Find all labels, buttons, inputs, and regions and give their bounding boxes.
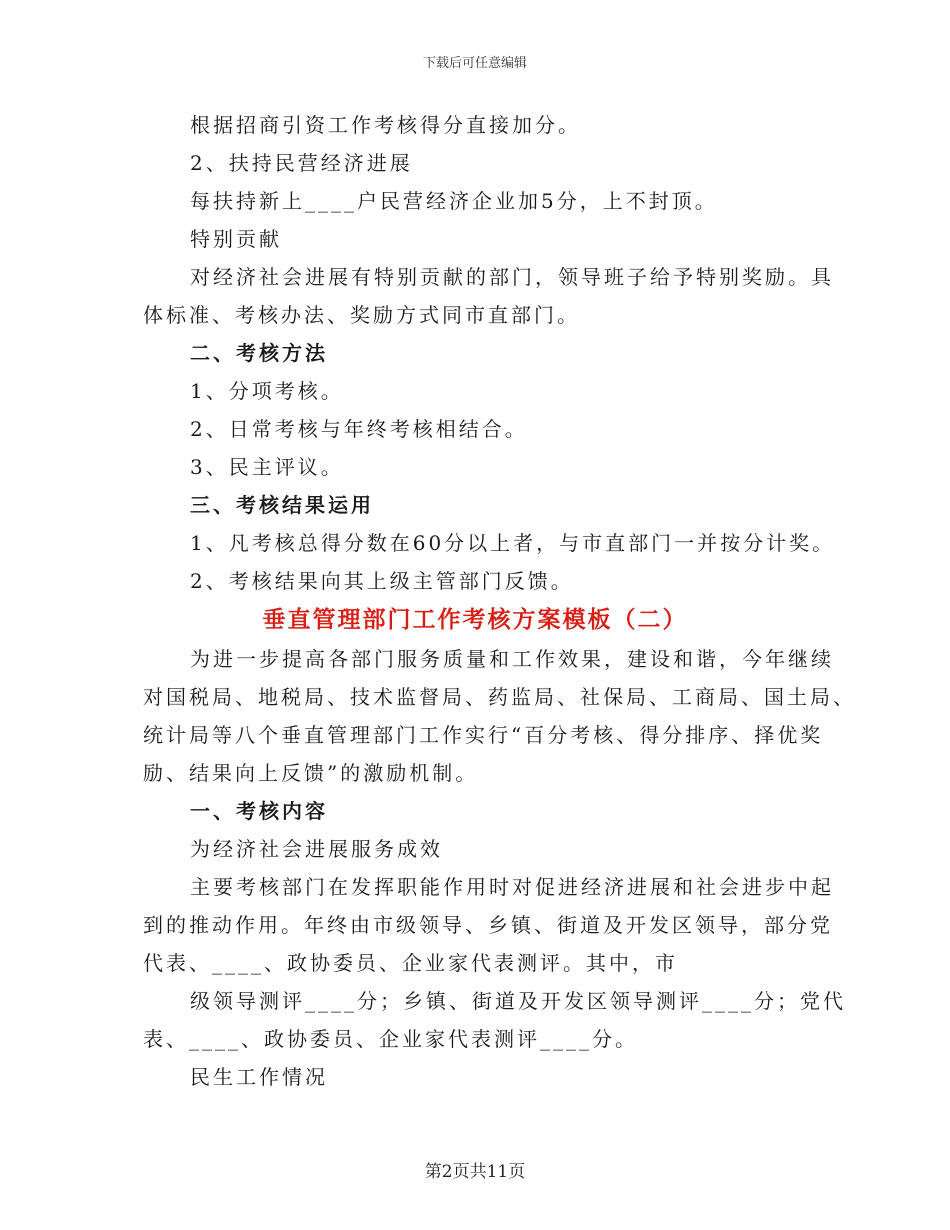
section-heading: 二、考核方法 [190,341,328,365]
paragraph-continuation: 对国税局、地税局、技术监督局、药监局、社保局、工商局、国土局、 [143,685,856,709]
paragraph-continuation: 到的推动作用。年终由市级领导、乡镇、街道及开发区领导，部分党 [143,913,833,937]
section-heading: 一、考核内容 [190,799,328,823]
list-item: 1、分项考核。 [190,379,344,403]
paragraph: 主要考核部门在发挥职能作用时对促进经济进展和社会进步中起 [190,875,834,899]
list-item: 2、考核结果向其上级主管部门反馈。 [190,569,574,593]
paragraph: 对经济社会进展有特别贡献的部门，领导班子给予特别奖励。具 [190,265,834,289]
list-item: 3、民主评议。 [190,455,344,479]
paragraph-continuation: 统计局等八个垂直管理部门工作实行“百分考核、得分排序、择优奖 [143,723,824,747]
document-body [143,106,856,1096]
paragraph: 为经济社会进展服务成效 [190,837,443,861]
paragraph: 根据招商引资工作考核得分直接加分。 [190,113,581,137]
paragraph: 特别贡献 [190,227,282,251]
paragraph-continuation: 励、结果向上反馈”的激励机制。 [143,761,479,785]
paragraph: 级领导测评____分；乡镇、街道及开发区领导测评____分；党代 [190,989,846,1013]
page-footer: 第2页共11页 [424,1162,526,1182]
paragraph-continuation: 表、____、政协委员、企业家代表测评____分。 [143,1027,638,1051]
paragraph-continuation: 体标准、考核办法、奖励方式同市直部门。 [143,303,580,327]
document-title: 垂直管理部门工作考核方案模板（二） [262,606,688,633]
list-item: 1、凡考核总得分数在60分以上者，与市直部门一并按分计奖。 [190,531,836,555]
paragraph: 2、扶持民营经济进展 [190,151,413,175]
paragraph: 民生工作情况 [190,1065,328,1089]
paragraph: 为进一步提高各部门服务质量和工作效果，建设和谐，今年继续 [190,647,834,671]
page-header: 下载后可任意编辑 [422,56,527,71]
paragraph: 每扶持新上____户民营经济企业加5分，上不封顶。 [190,189,718,213]
paragraph-continuation: 代表、____、政协委员、企业家代表测评。其中，市 [143,951,678,975]
section-heading: 三、考核结果运用 [190,493,374,517]
list-item: 2、日常考核与年终考核相结合。 [190,417,528,441]
